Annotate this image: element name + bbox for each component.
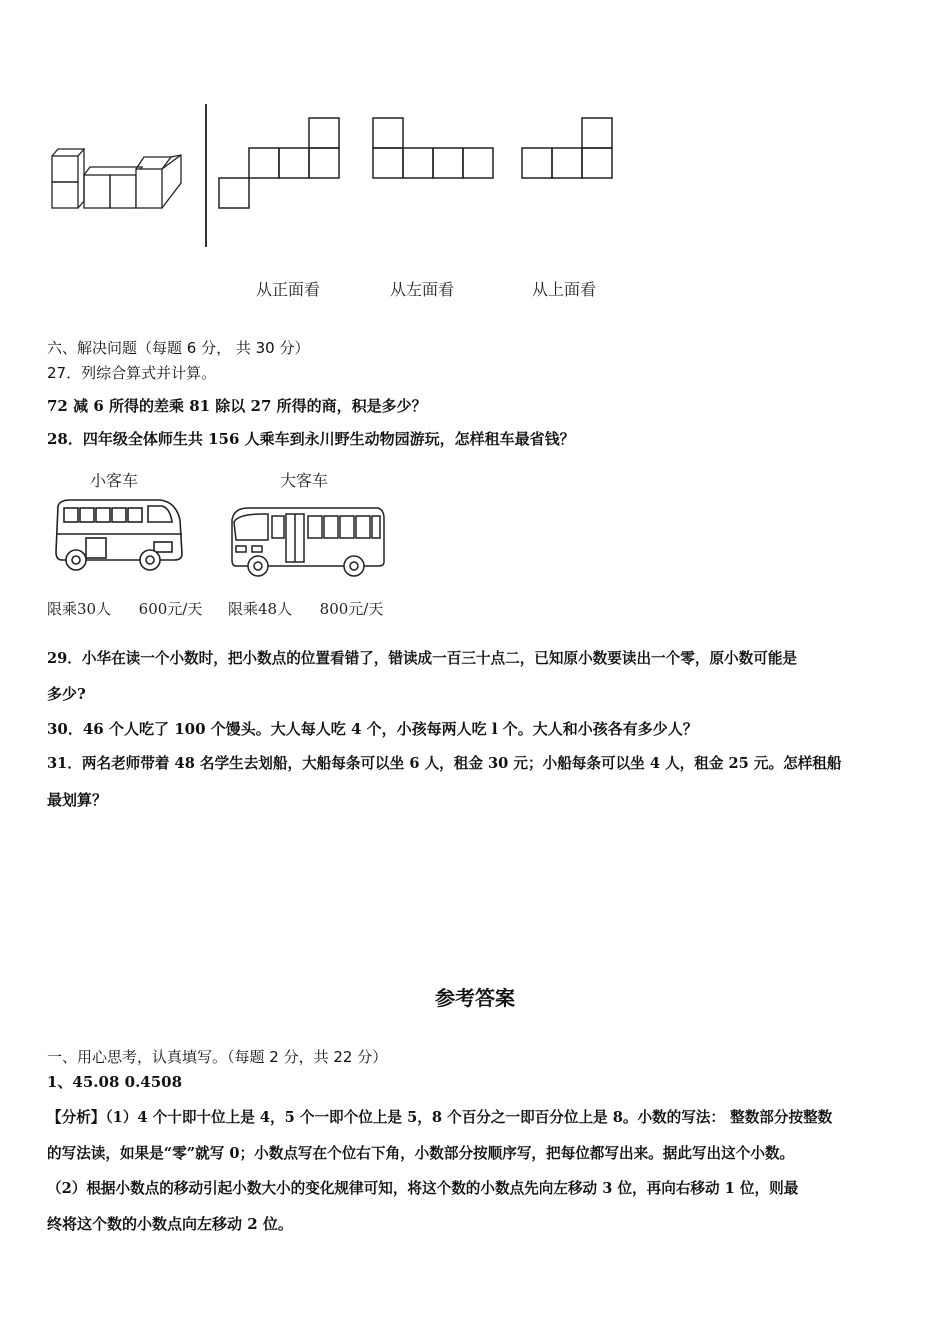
q28-text: 28．四年级全体师生共 156 人乘车到永川野生动物园游玩，怎样租车最省钱？: [47, 430, 575, 448]
small-bus-name: 小客车: [90, 471, 139, 490]
front-view-label: 从正面看: [256, 280, 321, 299]
top-view-label: 从上面看: [532, 280, 597, 299]
q31-line1: 31．两名老师带着 48 名学生去划船，大船每条可以坐 6 人，租金 30 元；小船每条可以坐 4 人，租金 25 元。怎样租船: [47, 755, 842, 772]
answer-title: 参考答案: [435, 986, 515, 1010]
left-view-figure: [372, 117, 496, 181]
q30-text: 30．46 个人吃了 100 个馒头。大人每人吃 4 个，小孩每两人吃 l 个。大人和小孩各有多少人？: [47, 720, 698, 738]
left-view-label: 从左面看: [390, 280, 455, 299]
large-bus-price: 800元/天: [319, 600, 384, 618]
analysis-line3: （2）根据小数点的移动引起小数大小的变化规律可知，将这个数的小数点先向左移动 3 位，再向右移动 1 位，则最: [47, 1180, 799, 1197]
answers-section1-heading: 一、用心思考，认真填写。（每题 2 分，共 22 分）: [47, 1048, 388, 1066]
answer-1: 1、45.08 0.4508: [47, 1073, 183, 1091]
section6-heading: 六、解决问题（每题 6 分， 共 30 分）: [47, 339, 310, 357]
q31-line2: 最划算？: [47, 791, 108, 809]
analysis-line1: 【分析】（1）4 个十即十位上是 4，5 个一即个位上是 5，8 个百分之一即百分位上是 8。小数的写法： 整数部分按整数: [47, 1109, 833, 1126]
large-bus-name: 大客车: [280, 471, 329, 490]
figure-divider: [205, 104, 207, 247]
q29-line1: 29．小华在读一个小数时，把小数点的位置看错了，错读成一百三十点二，已知原小数要读出一个零，原小数可能是: [47, 650, 798, 667]
large-bus-capacity: 限乘48人: [228, 600, 293, 618]
cube-solid-figure: [45, 145, 190, 215]
analysis-line2: 的写法读，如果是“零”就写 0；小数点写在个位右下角，小数部分按顺序写，把每位都写出来。据此写出这个小数。: [47, 1145, 795, 1162]
small-bus-image: [50, 496, 185, 576]
large-bus-image: [228, 500, 386, 580]
q27-text: 72 减 6 所得的差乘 81 除以 27 所得的商，积是多少？: [47, 397, 427, 415]
small-bus-price: 600元/天: [138, 600, 203, 618]
front-view-figure: [218, 117, 340, 211]
q27-title: 27．列综合算式并计算。: [47, 364, 217, 382]
analysis-line4: 终将这个数的小数点向左移动 2 位。: [47, 1215, 293, 1233]
small-bus-capacity: 限乘30人: [47, 600, 112, 618]
q29-line2: 多少?: [47, 685, 86, 703]
top-view-figure: [521, 117, 615, 181]
